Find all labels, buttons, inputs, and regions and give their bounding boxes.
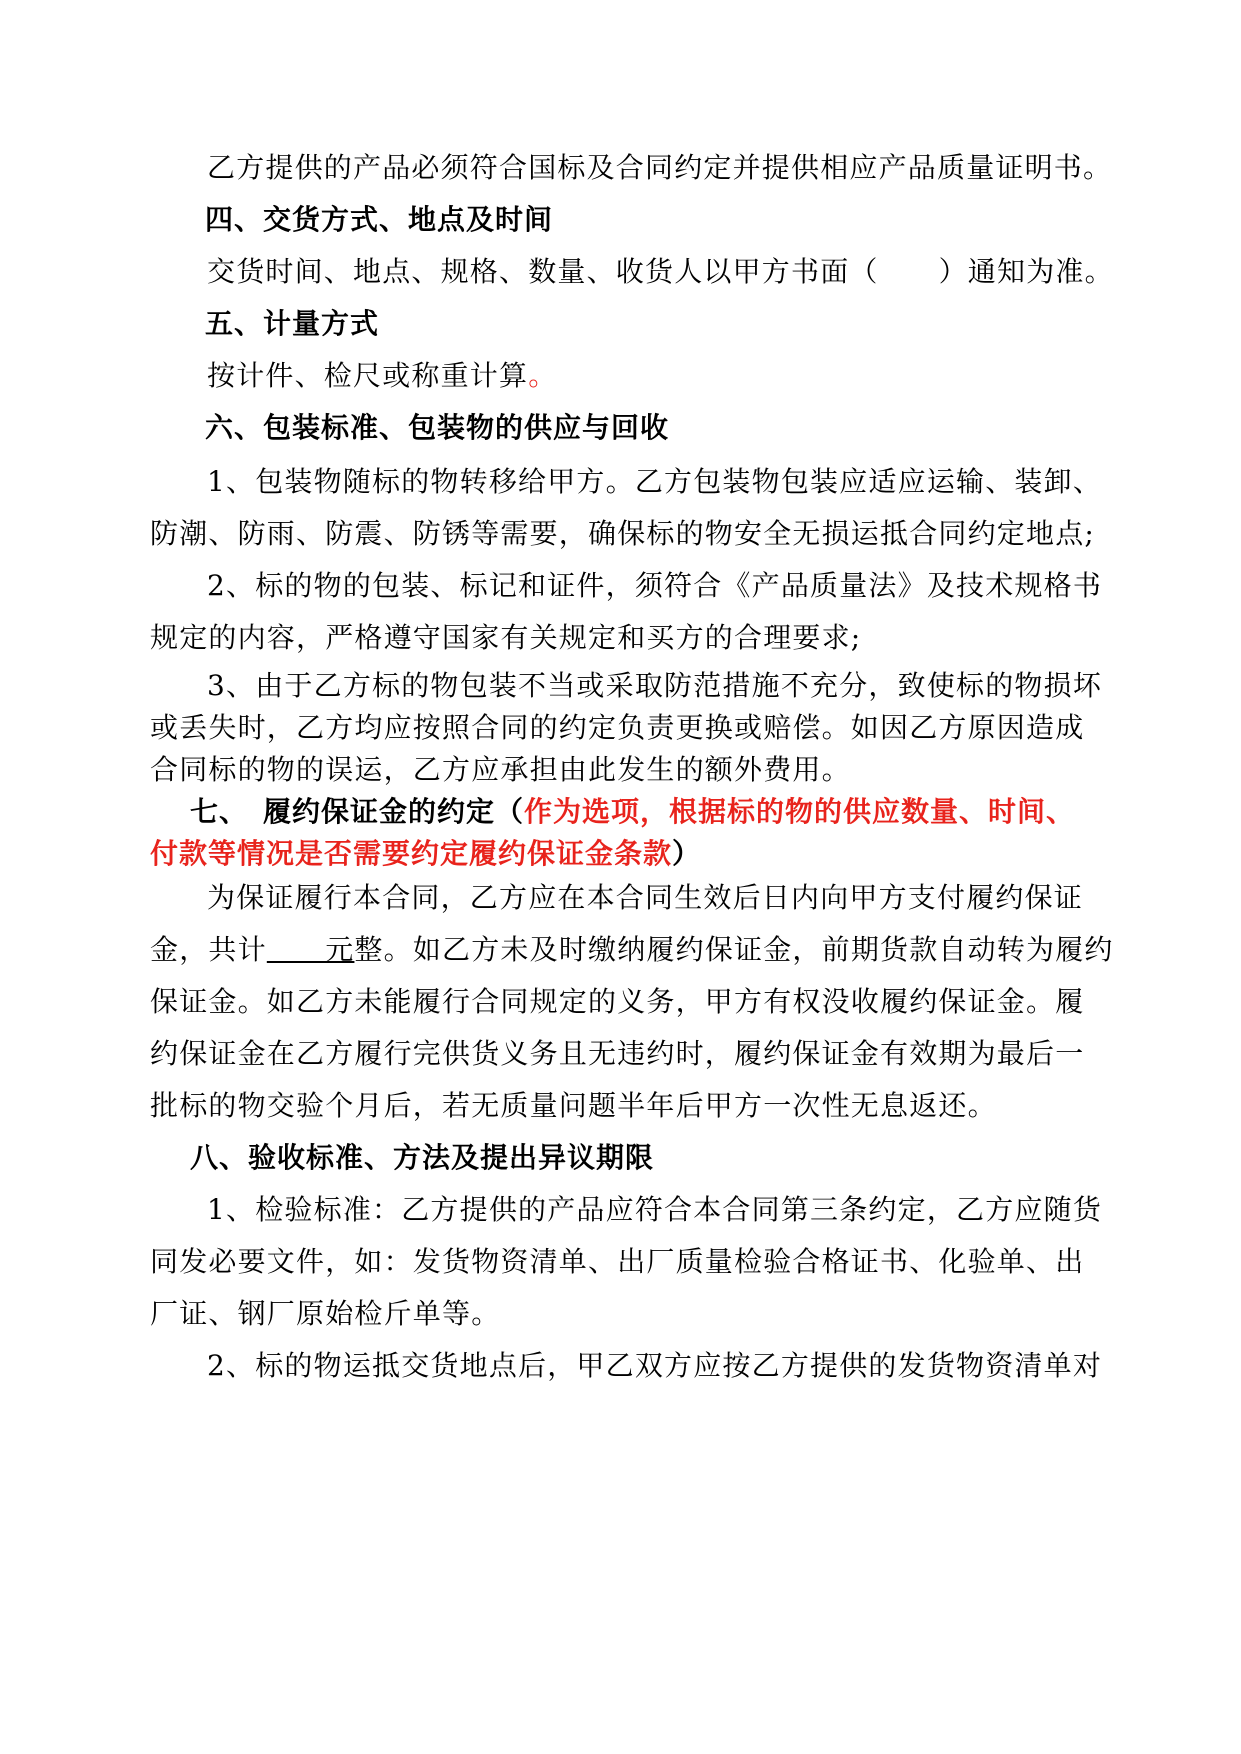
clause-6-3-line-1: 3、由于乙方标的物包装不当或采取防范措施不充分，致使标的物损坏 <box>207 669 1103 702</box>
section-7-heading-line-2 <box>150 834 1090 874</box>
section-7-title: 七、 履约保证金的约定（ <box>190 795 525 828</box>
clause-8-1-line-3: 厂证、钢厂原始检斤单等。 <box>150 1297 501 1330</box>
clause-6-3-line-2: 或丢失时，乙方均应按照合同的约定负责更换或赔偿。如因乙方原因造成 <box>150 711 1085 744</box>
paragraph-quality-certificate: 乙方提供的产品必须符合国标及合同约定并提供相应产品质量证明书。 <box>207 151 1113 184</box>
clause-6-1-line-2: 防潮、防雨、防震、防锈等需要，确保标的物安全无损运抵合同约定地点; <box>150 517 1096 550</box>
deposit-amount-blank: 元 <box>266 933 355 966</box>
deposit-total-label: 金，共计 <box>150 933 267 966</box>
deposit-line-4: 约保证金在乙方履行完供货义务且无违约时，履约保证金有效期为最后一 <box>150 1037 1085 1070</box>
clause-6-1-line-1: 1、包装物随标的物转移给甲方。乙方包装物包装应适应运输、装卸、 <box>207 465 1103 498</box>
delivery-text-start: 交货时间、地点、规格、数量、收货人以甲方书面（ <box>207 255 879 288</box>
clause-6-2-line-1: 2、标的物的包装、标记和证件，须符合《产品质量法》及技术规格书 <box>207 569 1103 602</box>
paragraph-delivery <box>207 252 1147 292</box>
section-4-heading: 四、交货方式、地点及时间 <box>205 203 554 236</box>
deposit-line-5: 批标的物交验个月后，若无质量问题半年后甲方一次性无息返还。 <box>150 1089 997 1122</box>
deposit-line-2-rest: 整。如乙方未及时缴纳履约保证金，前期货款自动转为履约 <box>354 933 1114 966</box>
clause-8-1-line-1: 1、检验标准：乙方提供的产品应符合本合同第三条约定，乙方应随货 <box>207 1193 1103 1226</box>
deposit-line-3: 保证金。如乙方未能履行合同规定的义务，甲方有权没收履约保证金。履 <box>150 985 1085 1018</box>
paragraph-measurement <box>207 356 1147 396</box>
delivery-text-end: ）通知为准。 <box>938 255 1114 288</box>
measurement-period: 。 <box>528 359 558 392</box>
section-5-heading: 五、计量方式 <box>205 307 380 340</box>
clause-8-1-line-2: 同发必要文件，如：发货物资清单、出厂质量检验合格证书、化验单、出 <box>150 1245 1085 1278</box>
deposit-line-2 <box>150 930 1114 970</box>
section-7-note-line-1: 作为选项，根据标的物的供应数量、时间、 <box>524 795 1076 828</box>
deposit-line-1: 为保证履行本合同，乙方应在本合同生效后日内向甲方支付履约保证 <box>207 881 1084 914</box>
section-7-heading <box>190 792 1130 832</box>
clause-6-2-line-2: 规定的内容，严格遵守国家有关规定和买方的合理要求; <box>150 621 862 654</box>
section-7-close-paren: ） <box>672 837 702 870</box>
section-8-heading: 八、验收标准、方法及提出异议期限 <box>190 1141 655 1174</box>
measurement-text: 按计件、检尺或称重计算 <box>207 359 529 392</box>
clause-6-3-line-3: 合同标的物的误运，乙方应承担由此发生的额外费用。 <box>150 753 851 786</box>
section-7-note-line-2: 付款等情况是否需要约定履约保证金条款 <box>150 837 673 870</box>
clause-8-2-line-1: 2、标的物运抵交货地点后，甲乙双方应按乙方提供的发货物资清单对 <box>207 1349 1103 1382</box>
section-6-heading: 六、包装标准、包装物的供应与回收 <box>205 411 670 444</box>
